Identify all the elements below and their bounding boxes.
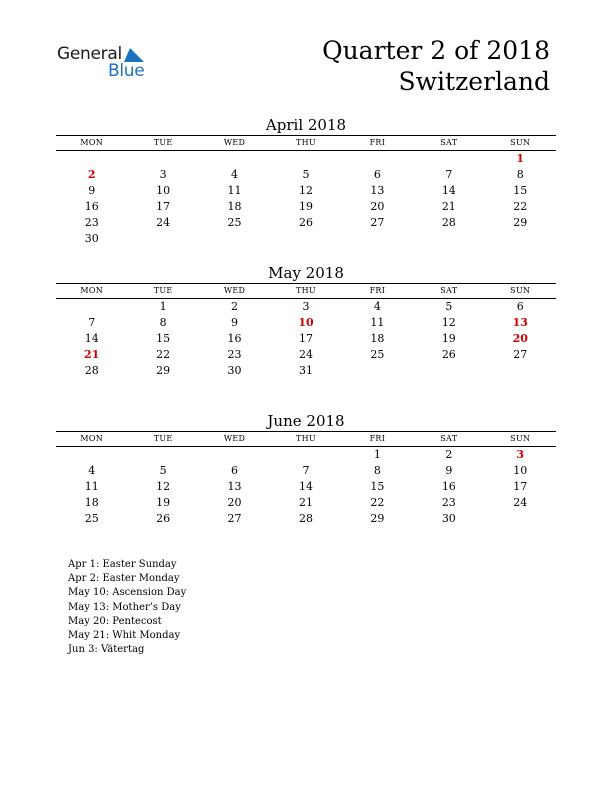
day-cell: 3	[302, 300, 310, 313]
week-row	[56, 215, 556, 231]
week-row	[56, 495, 556, 511]
day-cell: 29	[156, 364, 171, 377]
day-cell: 18	[84, 496, 99, 509]
day-cell	[127, 151, 198, 167]
title-quarter: Quarter 2 of 2018	[322, 36, 550, 65]
day-cell: 19	[156, 496, 171, 509]
day-cell: 4	[88, 464, 96, 477]
day-cell	[56, 151, 127, 167]
title-country: Switzerland	[398, 67, 550, 96]
weekday-label: SAT	[440, 286, 458, 295]
day-cell: 12	[156, 480, 171, 493]
month-title: April 2018	[265, 116, 347, 134]
day-cell: 19	[298, 200, 313, 213]
day-cell: 27	[370, 216, 385, 229]
holiday-day-cell: 10	[298, 316, 314, 329]
day-cell	[56, 447, 127, 463]
day-cell: 18	[370, 332, 385, 345]
week-row	[56, 151, 556, 167]
month-title: May 2018	[268, 264, 344, 282]
day-cell: 14	[84, 332, 99, 345]
day-cell	[485, 231, 556, 247]
weekday-header	[56, 283, 556, 299]
day-cell: 22	[513, 200, 528, 213]
day-cell: 11	[227, 184, 242, 197]
day-cell: 20	[370, 200, 385, 213]
day-cell: 15	[370, 480, 385, 493]
holiday-list-item: Jun 3: Vätertag	[68, 644, 145, 656]
week-row	[56, 479, 556, 495]
day-cell: 24	[513, 496, 528, 509]
day-cell	[342, 363, 413, 379]
holiday-day-cell: 2	[87, 168, 96, 181]
generalblue-logo	[57, 42, 167, 82]
day-cell: 1	[159, 300, 167, 313]
weekday-label: SUN	[510, 286, 531, 295]
day-cell: 27	[227, 512, 242, 525]
holiday-list-item: May 20: Pentecost	[68, 615, 162, 627]
day-cell	[270, 151, 341, 167]
holiday-day-cell: 13	[512, 316, 528, 329]
day-cell: 25	[227, 216, 242, 229]
holiday-list-item: May 13: Mother’s Day	[68, 601, 181, 613]
week-row	[56, 199, 556, 215]
day-cell	[199, 447, 270, 463]
day-cell	[485, 511, 556, 527]
day-cell: 31	[298, 364, 313, 377]
day-cell: 8	[159, 316, 167, 329]
holiday-day-cell: 3	[516, 448, 525, 461]
day-cell: 10	[513, 464, 528, 477]
weekday-label: FRI	[369, 138, 386, 147]
week-row	[56, 363, 556, 379]
calendar-month-june	[56, 412, 556, 527]
day-cell: 7	[302, 464, 310, 477]
page-title	[322, 35, 550, 97]
day-cell: 22	[156, 348, 171, 361]
week-row	[56, 167, 556, 183]
day-cell: 9	[88, 184, 96, 197]
day-cell: 9	[231, 316, 239, 329]
weekday-label: SAT	[440, 138, 458, 147]
weekday-label: WED	[223, 434, 246, 443]
day-cell	[199, 151, 270, 167]
day-cell: 6	[516, 300, 524, 313]
day-cell: 17	[298, 332, 313, 345]
weekday-label: TUE	[153, 286, 173, 295]
day-cell: 8	[516, 168, 524, 181]
day-cell	[413, 151, 484, 167]
day-cell: 8	[373, 464, 381, 477]
weekday-label: TUE	[153, 434, 173, 443]
day-cell: 23	[441, 496, 456, 509]
day-cell: 19	[441, 332, 456, 345]
weekday-header	[56, 431, 556, 447]
day-cell: 21	[441, 200, 456, 213]
day-cell: 4	[373, 300, 381, 313]
day-cell: 13	[227, 480, 242, 493]
day-cell: 14	[298, 480, 313, 493]
day-cell	[56, 299, 127, 315]
day-cell: 17	[513, 480, 528, 493]
logo-triangle-icon	[124, 46, 144, 62]
week-row	[56, 183, 556, 199]
day-cell: 5	[159, 464, 167, 477]
day-cell	[127, 447, 198, 463]
week-row	[56, 315, 556, 331]
week-row	[56, 447, 556, 463]
day-cell: 22	[370, 496, 385, 509]
holiday-list	[68, 558, 186, 657]
day-cell: 7	[88, 316, 96, 329]
weekday-label: MON	[80, 286, 104, 295]
day-cell	[485, 363, 556, 379]
day-cell	[342, 231, 413, 247]
weekday-label: FRI	[369, 286, 386, 295]
day-cell: 3	[159, 168, 167, 181]
day-cell: 9	[445, 464, 453, 477]
weekday-label: THU	[295, 434, 316, 443]
week-row	[56, 511, 556, 527]
day-cell	[342, 151, 413, 167]
weekday-header	[56, 135, 556, 151]
day-cell: 28	[84, 364, 99, 377]
day-cell: 25	[84, 512, 99, 525]
day-cell: 2	[231, 300, 239, 313]
day-cell: 24	[298, 348, 313, 361]
day-cell: 30	[227, 364, 242, 377]
day-cell: 12	[298, 184, 313, 197]
week-row	[56, 331, 556, 347]
day-cell: 17	[156, 200, 171, 213]
day-cell: 23	[227, 348, 242, 361]
day-cell: 6	[373, 168, 381, 181]
day-cell: 7	[445, 168, 453, 181]
day-cell: 21	[298, 496, 313, 509]
day-cell: 16	[84, 200, 99, 213]
day-cell: 18	[227, 200, 242, 213]
day-cell	[270, 447, 341, 463]
weekday-label: WED	[223, 286, 246, 295]
weekday-label: MON	[80, 138, 104, 147]
day-cell: 24	[156, 216, 171, 229]
weekday-label: MON	[80, 434, 104, 443]
day-cell: 27	[513, 348, 528, 361]
day-cell: 26	[298, 216, 313, 229]
day-cell: 20	[227, 496, 242, 509]
calendar-month-april	[56, 116, 556, 247]
holiday-day-cell: 20	[512, 332, 528, 345]
day-cell: 6	[231, 464, 239, 477]
day-cell: 26	[156, 512, 171, 525]
day-cell: 23	[84, 216, 99, 229]
logo-text-general: General	[57, 44, 122, 64]
weekday-label: WED	[223, 138, 246, 147]
holiday-list-item: Apr 2: Easter Monday	[68, 573, 180, 585]
day-cell: 28	[298, 512, 313, 525]
day-cell	[413, 231, 484, 247]
day-cell: 15	[513, 184, 528, 197]
day-cell: 5	[445, 300, 453, 313]
day-cell	[199, 231, 270, 247]
day-cell: 30	[441, 512, 456, 525]
logo-text-blue: Blue	[108, 61, 145, 81]
day-cell	[270, 231, 341, 247]
weekday-label: TUE	[153, 138, 173, 147]
calendar-month-may	[56, 264, 556, 379]
day-cell: 16	[227, 332, 242, 345]
day-cell: 4	[231, 168, 239, 181]
day-cell: 14	[441, 184, 456, 197]
day-cell: 11	[370, 316, 385, 329]
weekday-label: THU	[295, 138, 316, 147]
day-cell	[413, 363, 484, 379]
day-cell: 29	[513, 216, 528, 229]
holiday-day-cell: 21	[84, 348, 100, 361]
day-cell: 28	[441, 216, 456, 229]
holiday-list-item: May 10: Ascension Day	[68, 587, 187, 599]
week-row	[56, 347, 556, 363]
weekday-label: SUN	[510, 434, 531, 443]
day-cell: 13	[370, 184, 385, 197]
day-cell: 30	[84, 232, 99, 245]
holiday-day-cell: 1	[516, 152, 525, 165]
day-cell: 5	[302, 168, 310, 181]
day-cell: 11	[84, 480, 99, 493]
day-cell: 1	[373, 448, 381, 461]
month-title: June 2018	[267, 412, 345, 430]
holiday-list-item: May 21: Whit Monday	[68, 630, 181, 642]
day-cell	[127, 231, 198, 247]
day-cell: 16	[441, 480, 456, 493]
weekday-label: THU	[295, 286, 316, 295]
day-cell: 2	[445, 448, 453, 461]
week-row	[56, 231, 556, 247]
day-cell: 12	[441, 316, 456, 329]
day-cell: 10	[156, 184, 171, 197]
day-cell: 25	[370, 348, 385, 361]
holiday-list-item: Apr 1: Easter Sunday	[68, 559, 177, 570]
weekday-label: SUN	[510, 138, 531, 147]
day-cell: 26	[441, 348, 456, 361]
day-cell: 15	[156, 332, 171, 345]
day-cell: 29	[370, 512, 385, 525]
week-row	[56, 299, 556, 315]
weekday-label: SAT	[440, 434, 458, 443]
week-row	[56, 463, 556, 479]
weekday-label: FRI	[369, 434, 386, 443]
